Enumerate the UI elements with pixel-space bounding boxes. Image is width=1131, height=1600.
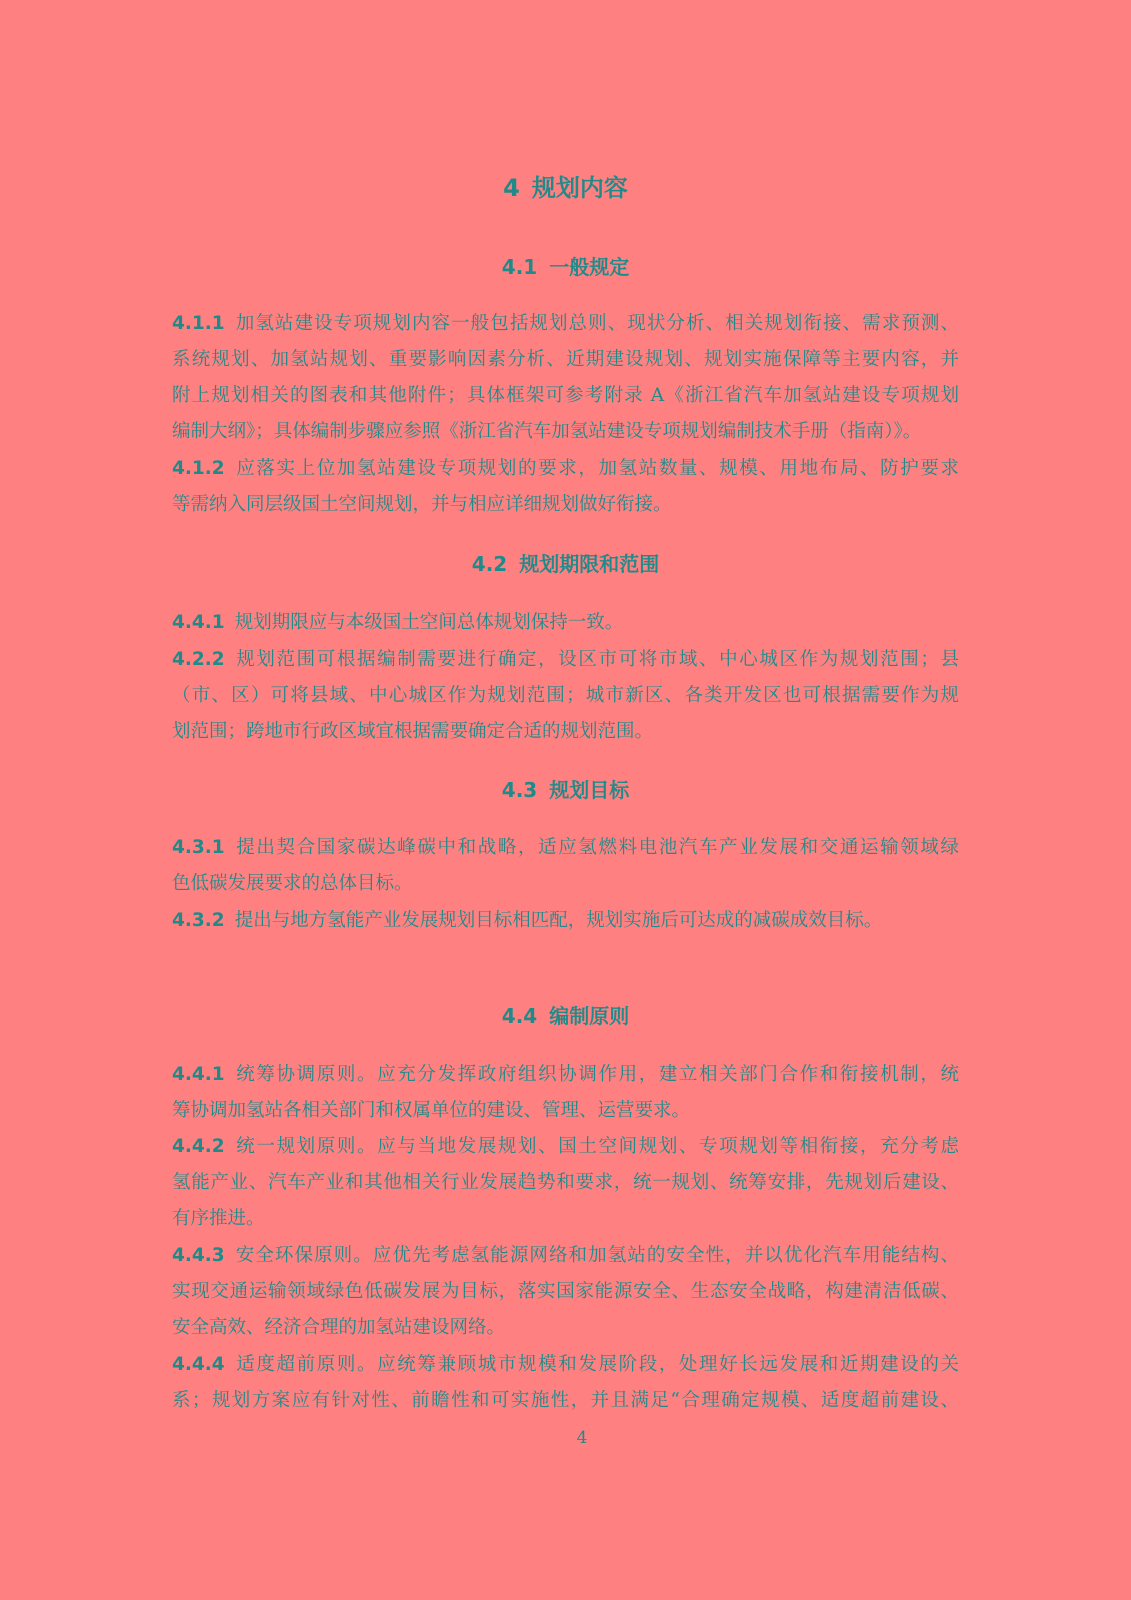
clause-paragraph <box>172 306 959 450</box>
clause-number: 4.4.1 <box>172 1064 225 1085</box>
line-text: 统一规划原则。应与当地发展规划、国土空间规划、专项规划等相衔接，充分考虑 <box>234 1136 959 1157</box>
paragraph-line: 色低碳发展要求的总体目标。 <box>172 873 413 894</box>
line-text: 规划期限应与本级国土空间总体规划保持一致。 <box>234 612 624 633</box>
line-text: 安全环保原则。应优先考虑氢能源网络和加氢站的安全性，并以优化汽车用能结构、 <box>234 1245 959 1266</box>
section-heading <box>0 546 1131 582</box>
clause-paragraph <box>172 1057 959 1129</box>
section-number: 4.2 <box>471 552 508 576</box>
page-number: 4 <box>576 1428 588 1448</box>
section-number: 4.1 <box>501 255 538 279</box>
paragraph-line <box>172 1129 959 1165</box>
chapter-title <box>0 170 1131 206</box>
section-title: 规划期限和范围 <box>519 552 660 576</box>
clause-number: 4.4.3 <box>172 1245 225 1266</box>
paragraph-line <box>172 306 959 342</box>
section-heading <box>0 249 1131 285</box>
line-text: 提出契合国家碳达峰碳中和战略，适应氢燃料电池汽车产业发展和交通运输领域绿 <box>234 837 959 858</box>
line-text: 提出与地方氢能产业发展规划目标相匹配，规划实施后可达成的减碳成效目标。 <box>234 910 883 931</box>
paragraph-line: （市、区）可将县域、中心城区作为规划范围；城市新区、各类开发区也可根据需要作为规 <box>172 685 959 706</box>
clause-paragraph <box>172 451 959 523</box>
line-text: 规划范围可根据编制需要进行确定，设区市可将市域、中心城区作为规划范围；县 <box>234 649 959 670</box>
paragraph-line <box>172 1347 959 1383</box>
clause-paragraph <box>172 830 959 902</box>
clause-paragraph <box>172 903 959 939</box>
paragraph-line: 氢能产业、汽车产业和其他相关行业发展趋势和要求，统一规划、统筹安排，先规划后建设、 <box>172 1172 959 1193</box>
clause-number: 4.3.2 <box>172 910 225 931</box>
section-number: 4.3 <box>501 778 538 802</box>
paragraph-line: 编制大纲》；具体编制步骤应参照《浙江省汽车加氢站建设专项规划编制技术手册（指南）》。 <box>172 421 922 442</box>
paragraph-line <box>172 830 959 866</box>
clause-paragraph <box>172 642 959 750</box>
section-heading <box>0 772 1131 808</box>
paragraph-line: 划范围；跨地市行政区域宜根据需要确定合适的规划范围。 <box>172 721 654 742</box>
paragraph-line <box>172 903 959 939</box>
clause-number: 4.2.2 <box>172 649 225 670</box>
clause-paragraph <box>172 1129 959 1237</box>
clause-number: 4.1.2 <box>172 458 225 479</box>
section-title: 规划目标 <box>549 778 630 802</box>
paragraph-line: 系；规划方案应有针对性、前瞻性和可实施性，并且满足“合理确定规模、适度超前建设、 <box>172 1390 959 1411</box>
clause-paragraph <box>172 1238 959 1346</box>
clause-paragraph <box>172 1347 959 1419</box>
paragraph-line: 附上规划相关的图表和其他附件；具体框架可参考附录 A《浙江省汽车加氢站建设专项规划 <box>172 385 959 406</box>
paragraph-line: 有序推进。 <box>172 1208 265 1229</box>
line-text: 统筹协调原则。应充分发挥政府组织协调作用，建立相关部门合作和衔接机制，统 <box>234 1064 959 1085</box>
line-text: 加氢站建设专项规划内容一般包括规划总则、现状分析、相关规划衔接、需求预测、 <box>234 313 959 334</box>
clause-paragraph <box>172 605 959 641</box>
paragraph-line <box>172 605 959 641</box>
paragraph-line <box>172 1057 959 1093</box>
chapter-number: 4 <box>503 174 520 202</box>
clause-number: 4.1.1 <box>172 313 225 334</box>
paragraph-line: 安全高效、经济合理的加氢站建设网络。 <box>172 1317 506 1338</box>
section-title: 编制原则 <box>549 1004 630 1028</box>
paragraph-line: 实现交通运输领域绿色低碳发展为目标，落实国家能源安全、生态安全战略，构建清洁低碳、 <box>172 1281 959 1302</box>
clause-number: 4.4.2 <box>172 1136 225 1157</box>
paragraph-line: 等需纳入同层级国土空间规划，并与相应详细规划做好衔接。 <box>172 494 672 515</box>
section-title: 一般规定 <box>549 255 630 279</box>
line-text: 应落实上位加氢站建设专项规划的要求，加氢站数量、规模、用地布局、防护要求 <box>234 458 959 479</box>
paragraph-line: 系统规划、加氢站规划、重要影响因素分析、近期建设规划、规划实施保障等主要内容，并 <box>172 349 959 370</box>
line-text: 适度超前原则。应统筹兼顾城市规模和发展阶段，处理好长远发展和近期建设的关 <box>234 1354 959 1375</box>
section-number: 4.4 <box>501 1004 538 1028</box>
clause-number: 4.4.4 <box>172 1354 225 1375</box>
paragraph-line <box>172 1238 959 1274</box>
chapter-title-text: 规划内容 <box>531 174 628 202</box>
paragraph-line: 筹协调加氢站各相关部门和权属单位的建设、管理、运营要求。 <box>172 1100 691 1121</box>
paragraph-line <box>172 642 959 678</box>
section-heading <box>0 998 1131 1034</box>
paragraph-line <box>172 451 959 487</box>
clause-number: 4.3.1 <box>172 837 225 858</box>
clause-number: 4.4.1 <box>172 612 225 633</box>
